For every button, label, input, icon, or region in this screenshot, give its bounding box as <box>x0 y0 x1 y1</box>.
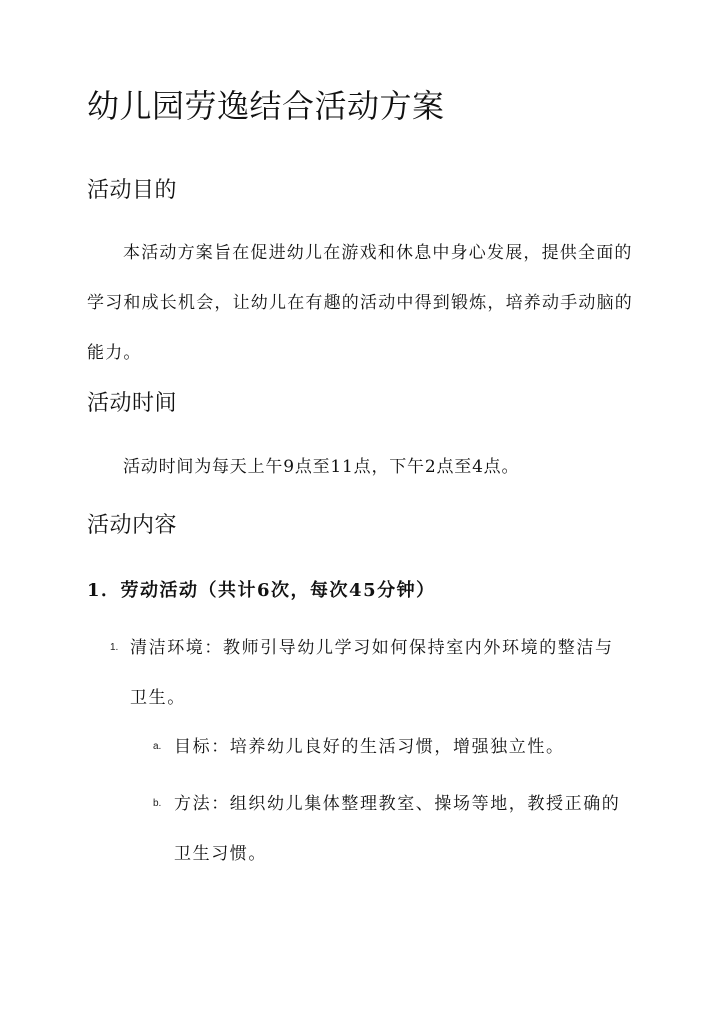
sublist-item-text: 方法：组织幼儿集体整理教室、操场等地，教授正确的卫生习惯。 <box>174 794 621 864</box>
section-heading-purpose: 活动目的 <box>87 178 178 203</box>
section-paragraph-purpose: 本活动方案旨在促进幼儿在游戏和休息中身心发展，提供全面的学习和成长机会，让幼儿在有趣的活动中得到锻炼，培养动手动脑的能力。 <box>87 243 633 363</box>
section-heading-content: 活动内容 <box>87 513 178 538</box>
section-heading-time: 活动时间 <box>87 391 178 416</box>
sublist-marker-b: b. <box>153 798 162 809</box>
list-item-cleaning <box>130 623 630 723</box>
sublist-item-text: 目标：培养幼儿良好的生活习惯，增强独立性。 <box>174 737 565 757</box>
sublist-item-goal <box>174 722 634 772</box>
subsection-heading-labor: 1．劳动活动（共计6次，每次45分钟） <box>87 580 436 601</box>
section-paragraph-time: 活动时间为每天上午9点至11点，下午2点至4点。 <box>123 457 520 477</box>
sublist-item-method <box>174 779 634 879</box>
sublist-marker-a: a. <box>153 741 162 752</box>
document-title: 幼儿园劳逸结合活动方案 <box>87 87 445 125</box>
list-item-text: 清洁环境：教师引导幼儿学习如何保持室内外环境的整洁与卫生。 <box>130 638 614 708</box>
list-marker: 1. <box>110 642 119 653</box>
